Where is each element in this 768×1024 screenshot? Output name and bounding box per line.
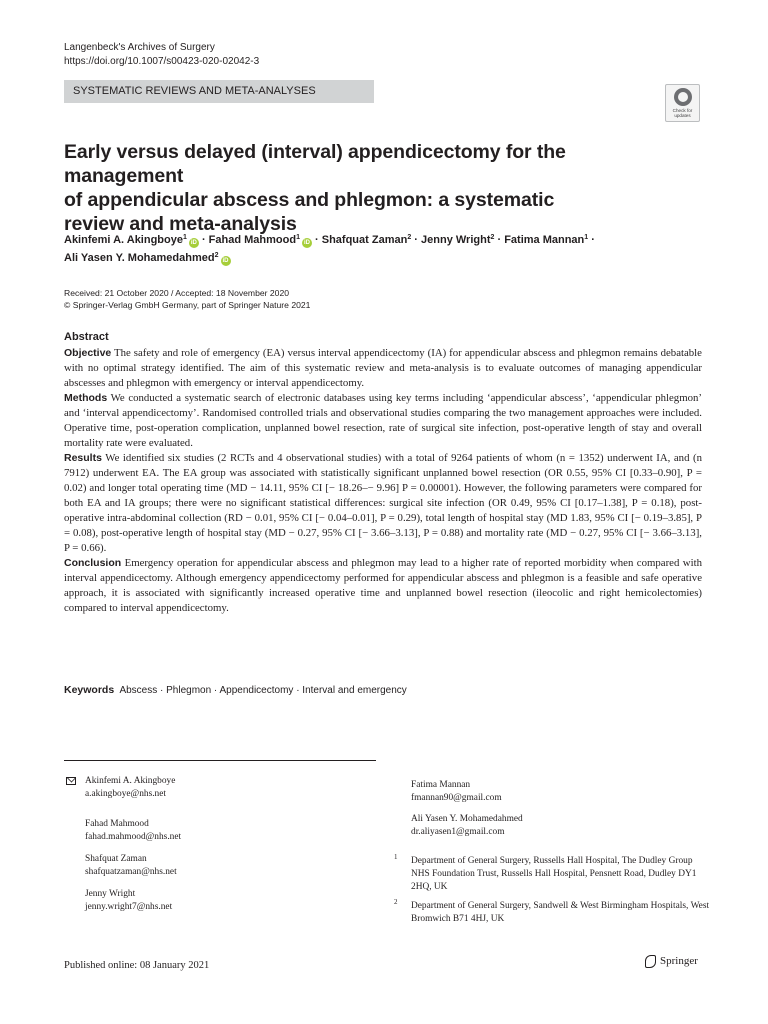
orcid-icon[interactable]: iD	[303, 240, 310, 246]
journal-doi[interactable]: https://doi.org/10.1007/s00423-020-02042-3	[64, 56, 260, 67]
check-for-updates-badge[interactable]	[665, 84, 700, 122]
article-dates	[64, 287, 310, 311]
springer-horse-icon	[644, 954, 656, 968]
author[interactable]: Jenny Wright$^2$	[421, 234, 495, 246]
affiliation-number: 1	[394, 853, 398, 861]
contact-email[interactable]: a.akingboye@nhs.net	[85, 789, 167, 799]
affiliation: Department of General Surgery, Russells Hall Hospital, The Dudley Group NHS Foundation Trust, Russells Hall Hospital, Pensnett Road, Dudley DY1 2HQ, UK	[411, 856, 697, 892]
orcid-icon[interactable]: iD	[190, 240, 197, 246]
contact-entry: Fatima Mannan fmannan90@gmail.com	[411, 780, 502, 803]
contact-email[interactable]: jenny.wright7@nhs.net	[85, 902, 173, 912]
abstract-objective: Objective The safety and role of emergency (EA) versus interval appendicectomy (IA) for appendicular abscess and phlegmon remains debatable with no optimal strategy identified. The aim of this systematic review and meta-analysis is to evaluate outcomes of managing appendicular abscesses and phlegmon with emergency or interval appendicectomy.	[64, 347, 702, 389]
title-line-1: Early versus delayed (interval) appendicectomy for the management	[64, 141, 566, 187]
author[interactable]: Fatima Mannan$^1$	[504, 234, 589, 246]
abstract-methods: Methods We conducted a systematic search of electronic databases using key terms including ‘appendicular abscess’, ‘appendicular phlegmon’ and ‘interval appendicectomy’. Randomised controlled trials and observational studies comparing the two management approaches were included. Operative time, post-operation complication, unplanned bowel resection, rate of surgical site infection, post-operative length of stay and overall mortality rate were evaluated.	[64, 392, 702, 449]
author-list: Akinfemi A. Akingboye$^1$iD · Fahad Mahmood$^1$iD · Shafquat Zaman$^2$ · Jenny Wright$^2$ · Fatima Mannan$^1$ · Ali Yasen Y. Mohamedahmed$^2$iD	[64, 234, 595, 264]
contact-email[interactable]: shafquatzaman@nhs.net	[85, 867, 177, 877]
keywords	[64, 683, 407, 698]
abstract-conclusion: Conclusion Emergency operation for appendicular abscess and phlegmon may lead to a higher rate of reported morbidity when compared with interval appendicectomy. Although emergency appendicectomy performed for appendicular abscess and phlegmon is a feasible and safe operative approach, it is associated with significantly increased operative time and unplanned bowel resection (ileocolic and right hemicolectomies) compared to interval appendicectomy.	[64, 557, 703, 614]
orcid-icon[interactable]: iD	[222, 258, 229, 264]
publisher-logo	[644, 954, 698, 968]
contact-email[interactable]: fmannan90@gmail.com	[411, 793, 502, 803]
abstract-heading: Abstract	[64, 331, 109, 343]
footnote-divider	[64, 760, 376, 761]
author[interactable]: Fahad Mahmood$^1$iD	[208, 234, 310, 246]
check-updates-line2: updates	[674, 113, 691, 118]
mail-icon	[66, 777, 76, 785]
title-line-3: review and meta-analysis	[64, 213, 297, 235]
journal-name: Langenbeck's Archives of Surgery	[64, 42, 215, 53]
publisher-name: Springer	[660, 955, 698, 967]
keywords-text: Abscess · Phlegmon · Appendicectomy · Interval and emergency	[119, 685, 407, 696]
keywords-label: Keywords	[64, 684, 115, 696]
affiliation-number: 2	[394, 898, 398, 906]
author[interactable]: Shafquat Zaman$^2$	[321, 234, 412, 246]
published-date: Published online: 08 January 2021	[64, 960, 210, 971]
contact-entry: Shafquat Zaman shafquatzaman@nhs.net	[85, 854, 177, 877]
check-for-updates-icon	[674, 88, 692, 106]
author[interactable]: Ali Yasen Y. Mohamedahmed$^2$iD	[64, 252, 229, 264]
author[interactable]: Akinfemi A. Akingboye$^1$iD	[64, 234, 197, 246]
article-title	[64, 140, 664, 236]
contact-email[interactable]: dr.aliyasen1@gmail.com	[411, 827, 505, 837]
contact-entry: Jenny Wright jenny.wright7@nhs.net	[85, 889, 173, 912]
copyright: © Springer-Verlag GmbH Germany, part of Springer Nature 2021	[64, 300, 311, 310]
abstract-results: Results We identified six studies (2 RCTs and 4 observational studies) with a total of 9264 patients of whom (n = 1352) underwent IA, and (n 7912) underwent EA. The EA group was associated with statistically significant unplanned bowel resection (OR 0.55, 95% CI [0.33–0.90], P = 0.02) and longer total operating time (MD − 14.11, 95% CI [− 18.26–− 9.96] P = 0.00001). However, the following parameters were compared for both EA and IA groups; there were no significant statistical differences: surgical site infection (OR 0.49, 95% CI [0.17–1.38], P = 0.18), post-operative intra-abdominal collection (RD − 0.01, 95% CI [− 0.04–0.01], P = 0.29), total length of hospital stay (MD 1.83, 95% CI [− 0.19–3.85], P = 0.08), post-operative length of hospital stay (MD − 0.27, 95% CI [− 3.66–3.13], P = 0.88) and mortality rate (MD − 0.27, 95% CI [− 3.66–3.13], P = 0.66).	[64, 452, 702, 554]
contact-email[interactable]: fahad.mahmood@nhs.net	[85, 832, 182, 842]
title-line-2: of appendicular abscess and phlegmon: a systematic	[64, 189, 555, 211]
abstract-body	[64, 346, 702, 616]
received-accepted: Received: 21 October 2020 / Accepted: 18 November 2020	[64, 288, 290, 298]
contact-entry: Akinfemi A. Akingboye a.akingboye@nhs.net	[85, 776, 176, 799]
contact-entry: Fahad Mahmood fahad.mahmood@nhs.net	[85, 819, 182, 842]
contact-entry: Ali Yasen Y. Mohamedahmed dr.aliyasen1@gmail.com	[411, 814, 523, 837]
journal-header	[64, 41, 259, 69]
check-updates-line1: Check for	[672, 108, 693, 113]
section-label: SYSTEMATIC REVIEWS AND META-ANALYSES	[64, 80, 374, 103]
affiliation: Department of General Surgery, Sandwell & West Birmingham Hospitals, West Bromwich B71 4HJ, UK	[411, 901, 710, 924]
